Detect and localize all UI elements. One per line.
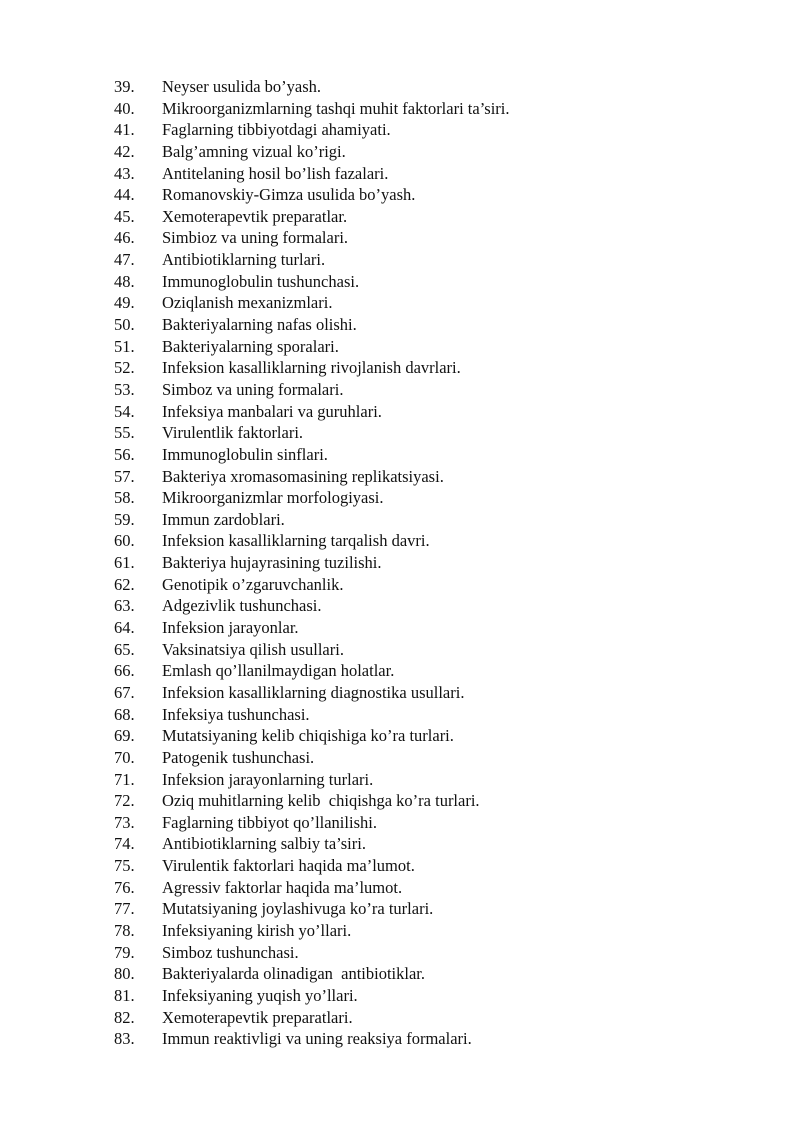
list-item xyxy=(114,747,774,769)
list-item xyxy=(114,422,774,444)
item-text: Mutatsiyaning kelib chiqishiga ko’ra turlari. xyxy=(162,726,454,746)
item-number: 77. xyxy=(114,899,135,919)
item-text: Infeksiya tushunchasi. xyxy=(162,704,310,724)
item-number: 78. xyxy=(114,920,135,940)
item-text: Bakteriya xromasomasining replikatsiyasi. xyxy=(162,466,444,486)
list-item xyxy=(114,682,774,704)
item-number: 51. xyxy=(114,336,135,356)
list-item xyxy=(114,920,774,942)
item-text: Simboz tushunchasi. xyxy=(162,942,299,962)
item-number: 60. xyxy=(114,531,135,551)
item-text: Immunoglobulin tushunchasi. xyxy=(162,271,360,291)
list-item xyxy=(114,206,774,228)
item-number: 50. xyxy=(114,315,135,335)
item-number: 41. xyxy=(114,120,135,140)
item-text: Immun reaktivligi va uning reaksiya formalari. xyxy=(162,1029,472,1049)
item-number: 40. xyxy=(114,98,135,118)
item-number: 62. xyxy=(114,574,135,594)
item-text: Romanovskiy-Gimza usulida bo’yash. xyxy=(162,185,416,205)
item-number: 65. xyxy=(114,639,135,659)
item-text: Mikroorganizmlarning tashqi muhit faktorlari ta’siri. xyxy=(162,98,510,118)
item-text: Mutatsiyaning joylashivuga ko’ra turlari. xyxy=(162,899,434,919)
item-text: Infeksion kasalliklarning diagnostika usullari. xyxy=(162,682,465,702)
list-item xyxy=(114,942,774,964)
item-number: 56. xyxy=(114,444,135,464)
item-text: Neyser usulida bo’yash. xyxy=(162,77,322,96)
item-number: 46. xyxy=(114,228,135,248)
item-number: 49. xyxy=(114,293,135,313)
item-text: Adgezivlik tushunchasi. xyxy=(162,596,322,616)
list-item xyxy=(114,249,774,271)
list-item xyxy=(114,141,774,163)
list-item xyxy=(114,444,774,466)
list-item xyxy=(114,833,774,855)
list-item xyxy=(114,639,774,661)
list-item xyxy=(114,184,774,206)
list-item xyxy=(114,530,774,552)
item-number: 47. xyxy=(114,250,135,270)
item-number: 64. xyxy=(114,618,135,638)
list-item xyxy=(114,855,774,877)
list-item xyxy=(114,574,774,596)
item-text: Xemoterapevtik preparatlar. xyxy=(162,206,348,226)
item-text: Bakteriyalarning sporalari. xyxy=(162,336,339,356)
list-item xyxy=(114,769,774,791)
item-number: 44. xyxy=(114,185,135,205)
item-text: Bakteriyalarning nafas olishi. xyxy=(162,315,357,335)
item-text: Antibiotiklarning salbiy ta’siri. xyxy=(162,834,366,854)
list-item xyxy=(114,790,774,812)
item-number: 53. xyxy=(114,379,135,399)
item-number: 71. xyxy=(114,769,135,789)
item-text: Virulentlik faktorlari. xyxy=(162,423,304,443)
list-item xyxy=(114,898,774,920)
item-number: 70. xyxy=(114,747,135,767)
item-number: 75. xyxy=(114,856,135,876)
item-text: Infeksion kasalliklarning rivojlanish davrlari. xyxy=(162,358,461,378)
item-text: Bakteriyalarda olinadigan antibiotiklar. xyxy=(162,964,426,984)
item-text: Mikroorganizmlar morfologiyasi. xyxy=(162,488,384,508)
item-number: 45. xyxy=(114,206,135,226)
item-number: 69. xyxy=(114,726,135,746)
item-text: Simbioz va uning formalari. xyxy=(162,228,349,248)
list-item xyxy=(114,509,774,531)
list-item xyxy=(114,314,774,336)
list-item xyxy=(114,1007,774,1029)
item-text: Faglarning tibbiyot qo’llanilishi. xyxy=(162,812,377,832)
list-item xyxy=(114,119,774,141)
list-item xyxy=(114,336,774,358)
list-item xyxy=(114,163,774,185)
list-item xyxy=(114,963,774,985)
item-number: 74. xyxy=(114,834,135,854)
item-number: 76. xyxy=(114,877,135,897)
item-number: 66. xyxy=(114,661,135,681)
item-text: Immun zardoblari. xyxy=(162,509,285,529)
item-number: 79. xyxy=(114,942,135,962)
list-item xyxy=(114,98,774,120)
item-text: Genotipik o’zgaruvchanlik. xyxy=(162,574,344,594)
item-text: Bakteriya hujayrasining tuzilishi. xyxy=(162,553,382,573)
item-number: 59. xyxy=(114,509,135,529)
item-number: 80. xyxy=(114,964,135,984)
item-number: 42. xyxy=(114,141,135,161)
item-text: Oziq muhitlarning kelib chiqishga ko’ra turlari. xyxy=(162,791,480,811)
list-item xyxy=(114,552,774,574)
item-number: 83. xyxy=(114,1029,135,1049)
item-text: Infeksion kasalliklarning tarqalish davri. xyxy=(162,531,430,551)
item-number: 82. xyxy=(114,1007,135,1027)
item-number: 73. xyxy=(114,812,135,832)
item-number: 72. xyxy=(114,791,135,811)
list-item xyxy=(114,704,774,726)
item-text: Infeksion jarayonlar. xyxy=(162,618,299,638)
list-item xyxy=(114,985,774,1007)
item-text: Virulentik faktorlari haqida ma’lumot. xyxy=(162,856,415,876)
item-number: 61. xyxy=(114,553,135,573)
item-number: 52. xyxy=(114,358,135,378)
list-item xyxy=(114,227,774,249)
list-item xyxy=(114,812,774,834)
item-number: 55. xyxy=(114,423,135,443)
item-text: Balg’amning vizual ko’rigi. xyxy=(162,141,346,161)
item-text: Emlash qo’llanilmaydigan holatlar. xyxy=(162,661,395,681)
item-number: 58. xyxy=(114,488,135,508)
list-item xyxy=(114,401,774,423)
item-text: Antitelaning hosil bo’lish fazalari. xyxy=(162,163,389,183)
list-item xyxy=(114,466,774,488)
item-number: 43. xyxy=(114,163,135,183)
item-text: Infeksion jarayonlarning turlari. xyxy=(162,769,374,789)
list-item xyxy=(114,379,774,401)
item-text: Oziqlanish mexanizmlari. xyxy=(162,293,333,313)
item-text: Immunoglobulin sinflari. xyxy=(162,444,328,464)
list-item xyxy=(114,76,774,98)
list-item xyxy=(114,725,774,747)
item-number: 67. xyxy=(114,682,135,702)
list-item xyxy=(114,357,774,379)
item-text: Vaksinatsiya qilish usullari. xyxy=(162,639,344,659)
item-text: Antibiotiklarning turlari. xyxy=(162,250,326,270)
list-item xyxy=(114,877,774,899)
list-item xyxy=(114,660,774,682)
item-number: 57. xyxy=(114,466,135,486)
item-number: 54. xyxy=(114,401,135,421)
item-number: 63. xyxy=(114,596,135,616)
item-text: Infeksiya manbalari va guruhlari. xyxy=(162,401,382,421)
item-text: Faglarning tibbiyotdagi ahamiyati. xyxy=(162,120,391,140)
list-item xyxy=(114,487,774,509)
item-text: Patogenik tushunchasi. xyxy=(162,747,315,767)
list-item xyxy=(114,595,774,617)
list-item xyxy=(114,292,774,314)
list-item xyxy=(114,617,774,639)
item-number: 68. xyxy=(114,704,135,724)
item-text: Xemoterapevtik preparatlari. xyxy=(162,1007,353,1027)
item-number: 81. xyxy=(114,985,135,1005)
list-item xyxy=(114,1028,774,1050)
item-text: Infeksiyaning kirish yo’llari. xyxy=(162,920,352,940)
item-number: 39. xyxy=(114,77,135,96)
item-text: Agressiv faktorlar haqida ma’lumot. xyxy=(162,877,403,897)
list-item xyxy=(114,271,774,293)
item-text: Simboz va uning formalari. xyxy=(162,379,344,399)
item-number: 48. xyxy=(114,271,135,291)
topic-list xyxy=(114,76,774,1050)
item-text: Infeksiyaning yuqish yo’llari. xyxy=(162,985,358,1005)
